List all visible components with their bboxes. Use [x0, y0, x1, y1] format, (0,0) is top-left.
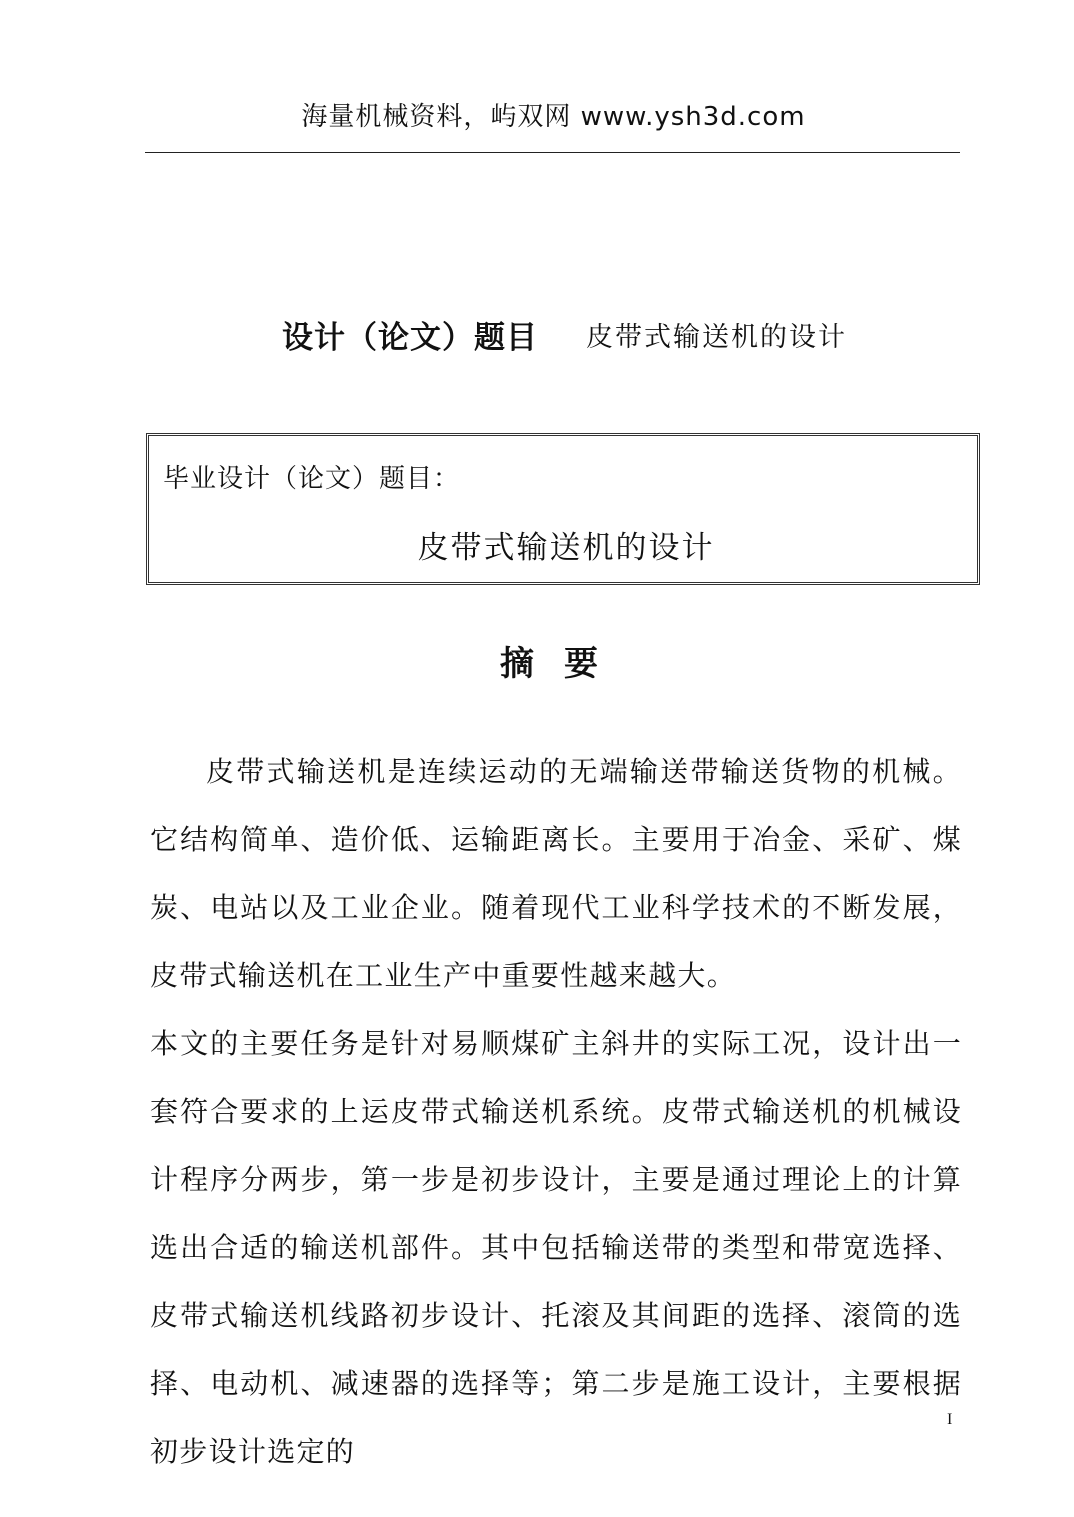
- page-number: I: [947, 1411, 953, 1428]
- abstract-heading: 摘要: [500, 644, 628, 684]
- design-title-line: [282, 312, 847, 356]
- thesis-title-box: [146, 433, 980, 585]
- design-title-label: 设计（论文）题目: [282, 320, 538, 356]
- page-header: 海量机械资料，屿双网 www.ysh3d.com: [301, 102, 806, 132]
- abstract-paragraph: 本文的主要任务是针对易顺煤矿主斜井的实际工况，设计出一套符合要求的上运皮带式输送机系统。皮带式输送机的机械设计程序分两步，第一步是初步设计，主要是通过理论上的计算选出合适的输送机部件。其中包括输送带的类型和带宽选择、皮带式输送机线路初步设计、托滚及其间距的选择、滚筒的选择、电动机、减速器的选择等；第二步是施工设计，主要根据初步设计选定的: [150, 1027, 962, 1468]
- thesis-title-value: 皮带式输送机的设计: [417, 530, 715, 566]
- abstract-paragraph: 皮带式输送机是连续运动的无端输送带输送货物的机械。它结构简单、造价低、运输距离长。主要用于冶金、采矿、煤炭、电站以及工业企业。随着现代工业科学技术的不断发展，皮带式输送机在工业生产中重要性越来越大。: [150, 755, 962, 992]
- design-title-value: 皮带式输送机的设计: [586, 322, 847, 353]
- abstract-body: [150, 738, 962, 1486]
- thesis-title-label: 毕业设计（论文）题目：: [163, 464, 461, 494]
- header-divider: [145, 152, 960, 153]
